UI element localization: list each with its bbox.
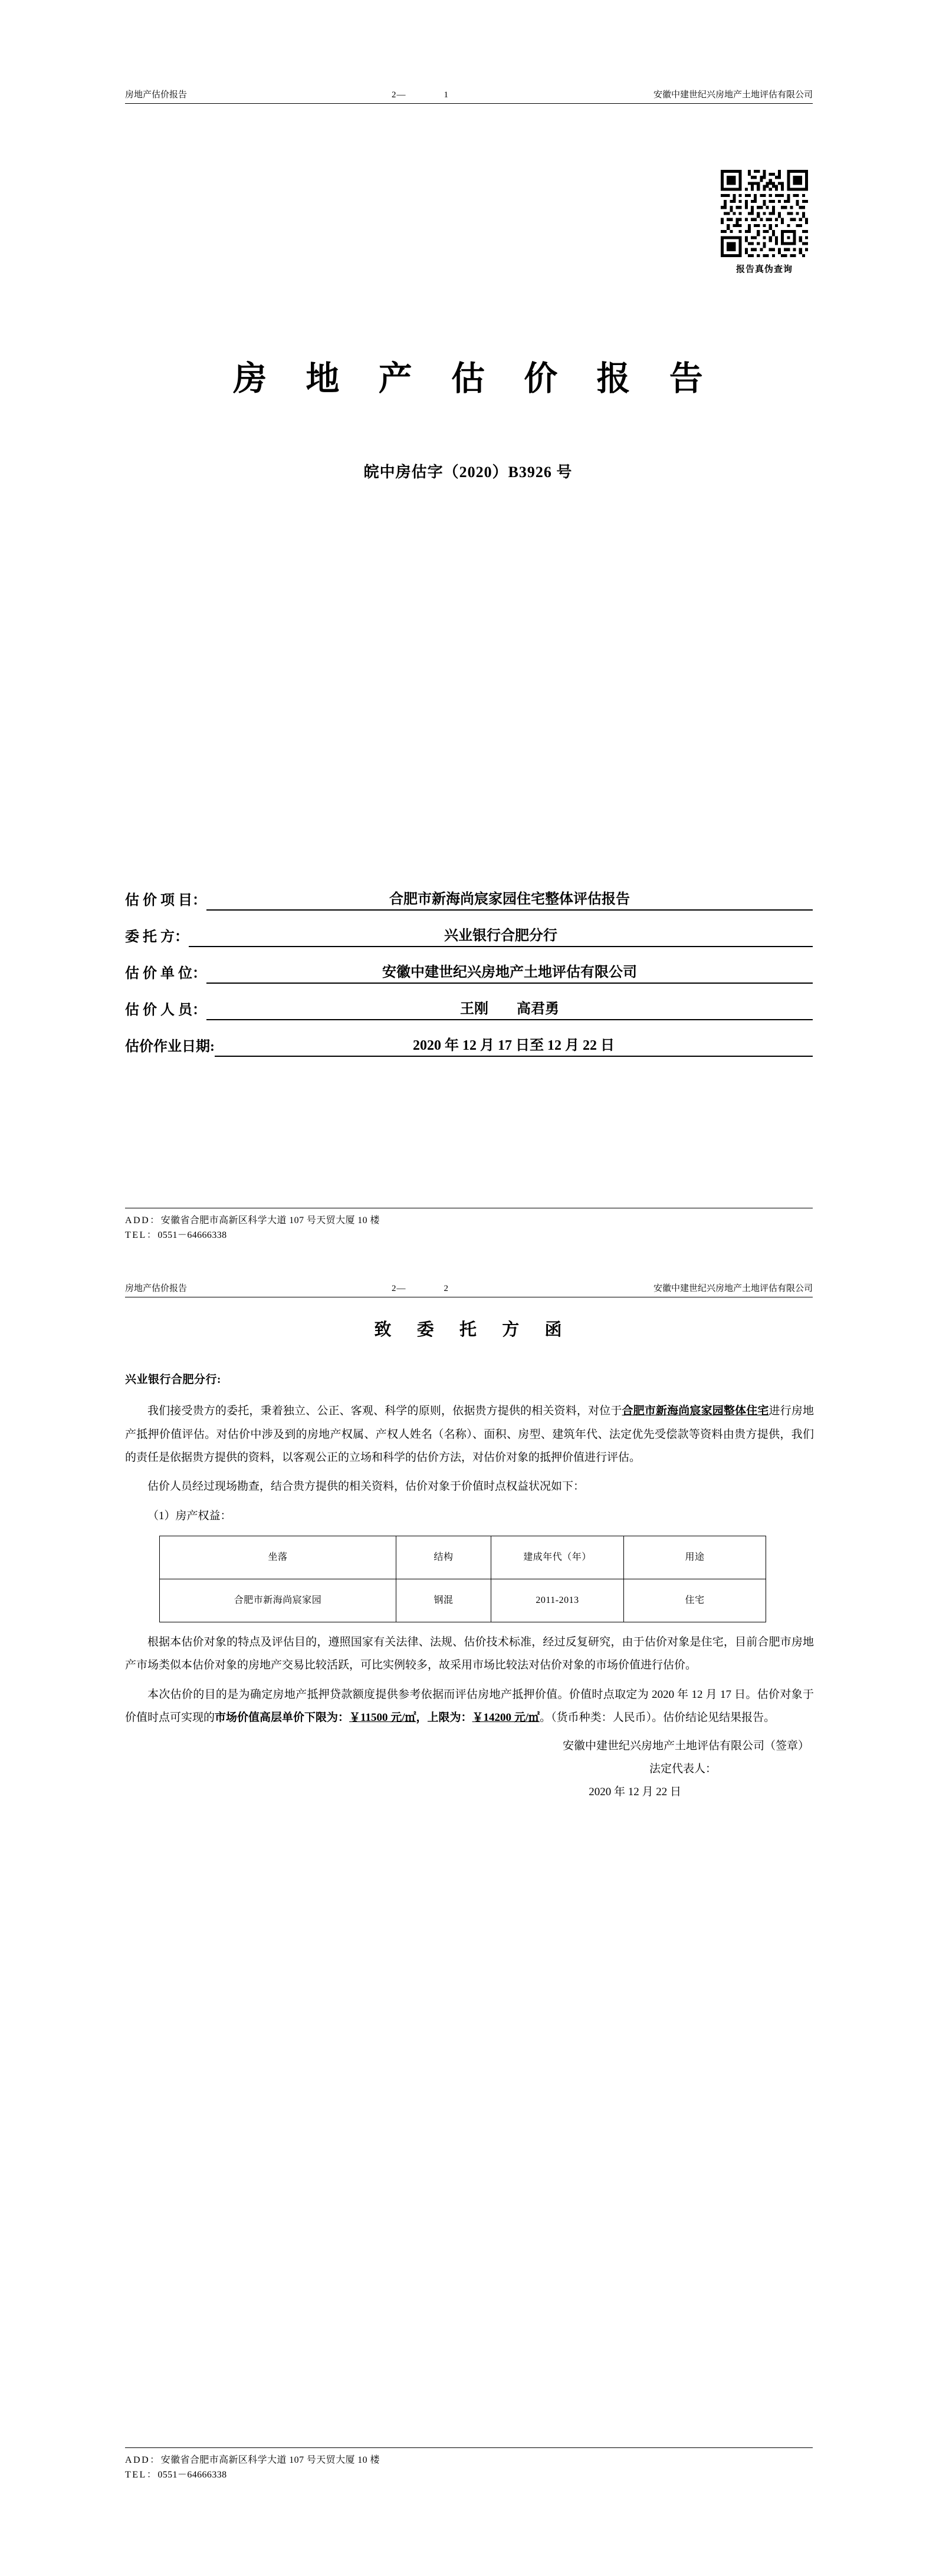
tel-label: TEL： [125, 2469, 158, 2480]
table-row [160, 1579, 766, 1622]
para4-market-value-label: 市场价值高层单价下限为： [215, 1711, 350, 1724]
footer-address-line [125, 1214, 813, 1228]
salutation: 兴业银行合肥分行: [125, 1374, 221, 1386]
appraiser-name-1: 王刚 [460, 1001, 488, 1017]
cell-year-built: 2011-2013 [491, 1579, 624, 1622]
page-prefix: 2— [392, 1284, 406, 1293]
address-label: ADD： [125, 1215, 161, 1225]
signature-legal-representative: 法定代表人： [649, 1763, 717, 1776]
header-divider [125, 103, 813, 104]
paragraph-3: 根据本估价对象的特点及评估目的，遵照国家有关法律、法规、估价技术标准，经过反复研究，由于估价对象是住宅，目前合肥市房地产市场类似本估价对象的房地产交易比较活跃，可比实例较多，故采用市场比较法对估价对象的市场价值进行估价。 [125, 1635, 814, 1672]
qr-code-block [721, 170, 808, 275]
para4-part-a: 本次估价的目的是为确定房地产抵押贷款额度提供参考依据而评估房地产抵押价值。价值时点取定为 2020 年 12 月 17 日。估价对象于价值时点可实现的 [125, 1688, 814, 1724]
running-header-page-number [187, 90, 653, 100]
para4-part-b: 。（货币种类：人民币）。估价结论见结果报告。 [540, 1711, 776, 1724]
para1-part-b: 进行房地产抵押价值评估。对估价中涉及到的房地产权属、产权人姓名（名称）、面积、房型、建筑年代、法定优先受偿款等资料由贵方提供，我们的责任是依据贵方提供的资料，以客观公正的立场和科学的估价方法，对估价对象的抵押价值进行评估。 [125, 1405, 814, 1464]
form-row-project [125, 887, 813, 911]
address-label: ADD： [125, 2455, 161, 2465]
label-client: 委 托 方： [125, 929, 189, 945]
footer-contact-page1 [125, 1208, 813, 1243]
table-header-structure: 结构 [396, 1536, 491, 1579]
cell-usage: 住宅 [624, 1579, 766, 1622]
tel-label: TEL： [125, 1230, 158, 1240]
signature-company: 安徽中建世纪兴房地产土地评估有限公司（签章） [562, 1740, 809, 1753]
value-appraisers[interactable] [206, 997, 813, 1020]
table-body [160, 1579, 766, 1622]
running-header-page-number [187, 1283, 653, 1294]
para1-part-a: 我们接受贵方的委托，秉着独立、公正、客观、科学的原则，依据贵方提供的相关资料，对位于 [147, 1405, 622, 1418]
tel-value: 0551－64666338 [157, 2469, 227, 2480]
form-row-appraisers [125, 997, 813, 1020]
running-header-right: 安徽中建世纪兴房地产土地评估有限公司 [653, 90, 813, 100]
section-label-property-rights: （1）房产权益： [147, 1509, 232, 1522]
cell-location: 合肥市新海尚宸家园 [160, 1579, 396, 1622]
footer-divider [125, 2447, 813, 2448]
cover-form [125, 887, 813, 1070]
running-header-row [125, 90, 813, 103]
table-header-usage: 用途 [624, 1536, 766, 1579]
price-upper-limit: ￥14200 元/㎡ [472, 1711, 540, 1724]
address-value: 安徽省合肥市高新区科学大道 107 号天贸大厦 10 楼 [160, 2455, 380, 2465]
signature-date: 2020 年 12 月 22 日 [589, 1786, 681, 1799]
footer-address-line [125, 2453, 813, 2468]
form-row-appraisal-company [125, 960, 813, 984]
label-appraisal-date: 估价作业日期: [125, 1039, 215, 1054]
appraiser-name-2: 高君勇 [517, 1001, 559, 1017]
value-appraisal-date[interactable]: 2020 年 12 月 17 日至 12 月 22 日 [215, 1033, 813, 1057]
paragraph-4 [125, 1683, 814, 1730]
table-head [160, 1536, 766, 1579]
running-header-page2 [125, 1283, 813, 1297]
label-appraisers: 估 价 人 员： [125, 1003, 206, 1018]
tel-value: 0551－64666338 [157, 1230, 227, 1240]
running-header-page1 [125, 90, 813, 104]
table-header-year-built: 建成年代（年） [491, 1536, 624, 1579]
running-header-left: 房地产估价报告 [125, 1284, 188, 1293]
letter-title: 致 委 托 方 函 [374, 1320, 573, 1339]
footer-tel-line [125, 2468, 813, 2483]
price-lower-limit: ￥11500 元/㎡ [349, 1711, 416, 1724]
paragraph-2: 估价人员经过现场勘查，结合贵方提供的相关资料，估价对象于价值时点权益状况如下： [147, 1480, 585, 1493]
para1-highlight-property: 合肥市新海尚宸家园整体住宅 [622, 1405, 769, 1418]
value-appraisal-company[interactable]: 安徽中建世纪兴房地产土地评估有限公司 [206, 960, 813, 984]
form-row-date [125, 1033, 813, 1057]
page-number: 2 [444, 1284, 449, 1293]
property-rights-table [159, 1536, 766, 1622]
signature-block [125, 1735, 814, 1804]
form-row-client [125, 924, 813, 947]
page-title: 房 地 产 估 价 报 告 [233, 360, 718, 397]
table-header-location: 坐落 [160, 1536, 396, 1579]
address-value: 安徽省合肥市高新区科学大道 107 号天贸大厦 10 楼 [160, 1215, 380, 1225]
page-number: 1 [444, 90, 449, 100]
cell-structure: 钢混 [396, 1579, 491, 1622]
qr-caption: 报告真伪查询 [735, 264, 793, 274]
footer-tel-line [125, 1228, 813, 1243]
report-number: 皖中房估字（2020）B3926 号 [363, 464, 573, 481]
paragraph-1 [125, 1399, 814, 1469]
page-prefix: 2— [392, 90, 406, 100]
table-header-row [160, 1536, 766, 1579]
running-header-row [125, 1283, 813, 1297]
para4-middle: ，上限为： [416, 1711, 472, 1724]
running-header-right: 安徽中建世纪兴房地产土地评估有限公司 [653, 1284, 813, 1293]
value-client[interactable]: 兴业银行合肥分行 [189, 924, 813, 947]
running-header-left: 房地产估价报告 [125, 90, 188, 100]
label-project: 估 价 项 目： [125, 893, 206, 908]
value-project[interactable]: 合肥市新海尚宸家园住宅整体评估报告 [206, 887, 813, 911]
label-appraisal-company: 估 价 单 位： [125, 966, 206, 981]
footer-contact-page2 [125, 2447, 813, 2483]
qr-code-icon[interactable] [721, 170, 808, 257]
letter-body [125, 1368, 814, 1804]
